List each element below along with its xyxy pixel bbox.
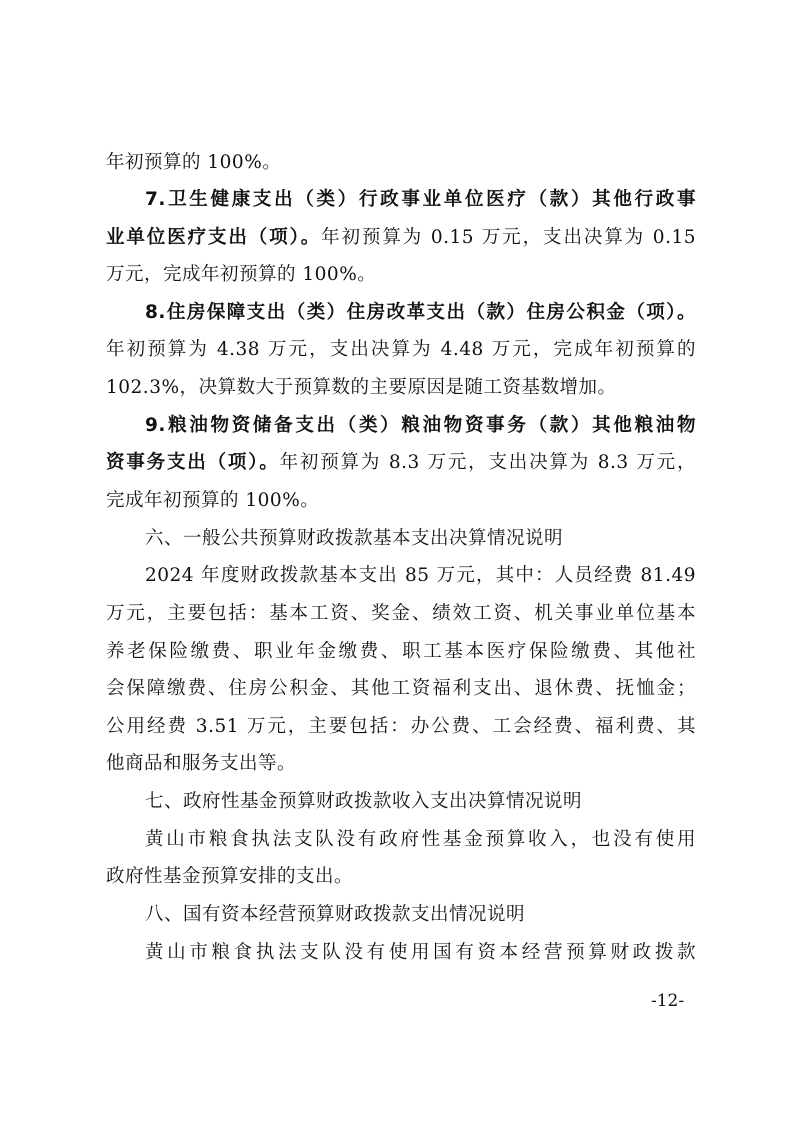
paragraph-line: 完成年初预算的 100%。 <box>106 490 320 511</box>
paragraph-line: 公用经费 3.51 万元，主要包括：办公费、工会经费、福利费、其 <box>106 716 696 737</box>
paragraph-line: 资事务支出（项）。年初预算为 8.3 万元，支出决算为 8.3 万元， <box>106 452 696 473</box>
chapter-heading: 六、一般公共预算财政拨款基本支出决算情况说明 <box>145 528 564 549</box>
chapter-heading: 八、国有资本经营预算财政拨款支出情况说明 <box>145 904 526 925</box>
paragraph-line: 年初预算为 4.38 万元，支出决算为 4.48 万元，完成年初预算的 <box>106 339 696 360</box>
paragraph-line: 2024 年度财政拨款基本支出 85 万元，其中：人员经费 81.49 <box>145 565 696 586</box>
section-heading-line: 9.粮油物资储备支出（类）粮油物资事务（款）其他粮油物 <box>145 415 696 436</box>
page-number: -12- <box>651 991 685 1011</box>
paragraph-line: 政府性基金预算安排的支出。 <box>106 866 354 887</box>
section-heading-line: 8.住房保障支出（类）住房改革支出（款）住房公积金（项）。 <box>145 302 696 323</box>
paragraph-line: 养老保险缴费、职业年金缴费、职工基本医疗保险缴费、其他社 <box>106 641 696 662</box>
chapter-heading: 七、政府性基金预算财政拨款收入支出决算情况说明 <box>145 791 583 812</box>
paragraph-line: 年初预算的 100%。 <box>106 152 282 173</box>
paragraph-line: 万元，主要包括：基本工资、奖金、绩效工资、机关事业单位基本 <box>106 603 696 624</box>
paragraph-line: 业单位医疗支出（项）。年初预算为 0.15 万元，支出决算为 0.15 <box>106 227 696 248</box>
section-heading-line: 7.卫生健康支出（类）行政事业单位医疗（款）其他行政事 <box>145 189 696 210</box>
paragraph-line: 他商品和服务支出等。 <box>106 753 297 774</box>
paragraph-line: 黄山市粮食执法支队没有使用国有资本经营预算财政拨款 <box>145 942 696 963</box>
paragraph-line: 102.3%，决算数大于预算数的主要原因是随工资基数增加。 <box>106 377 617 398</box>
paragraph-line: 黄山市粮食执法支队没有政府性基金预算收入，也没有使用 <box>145 829 696 850</box>
paragraph-line: 会保障缴费、住房公积金、其他工资福利支出、退休费、抚恤金； <box>106 678 696 699</box>
paragraph-line: 万元，完成年初预算的 100%。 <box>106 264 377 285</box>
